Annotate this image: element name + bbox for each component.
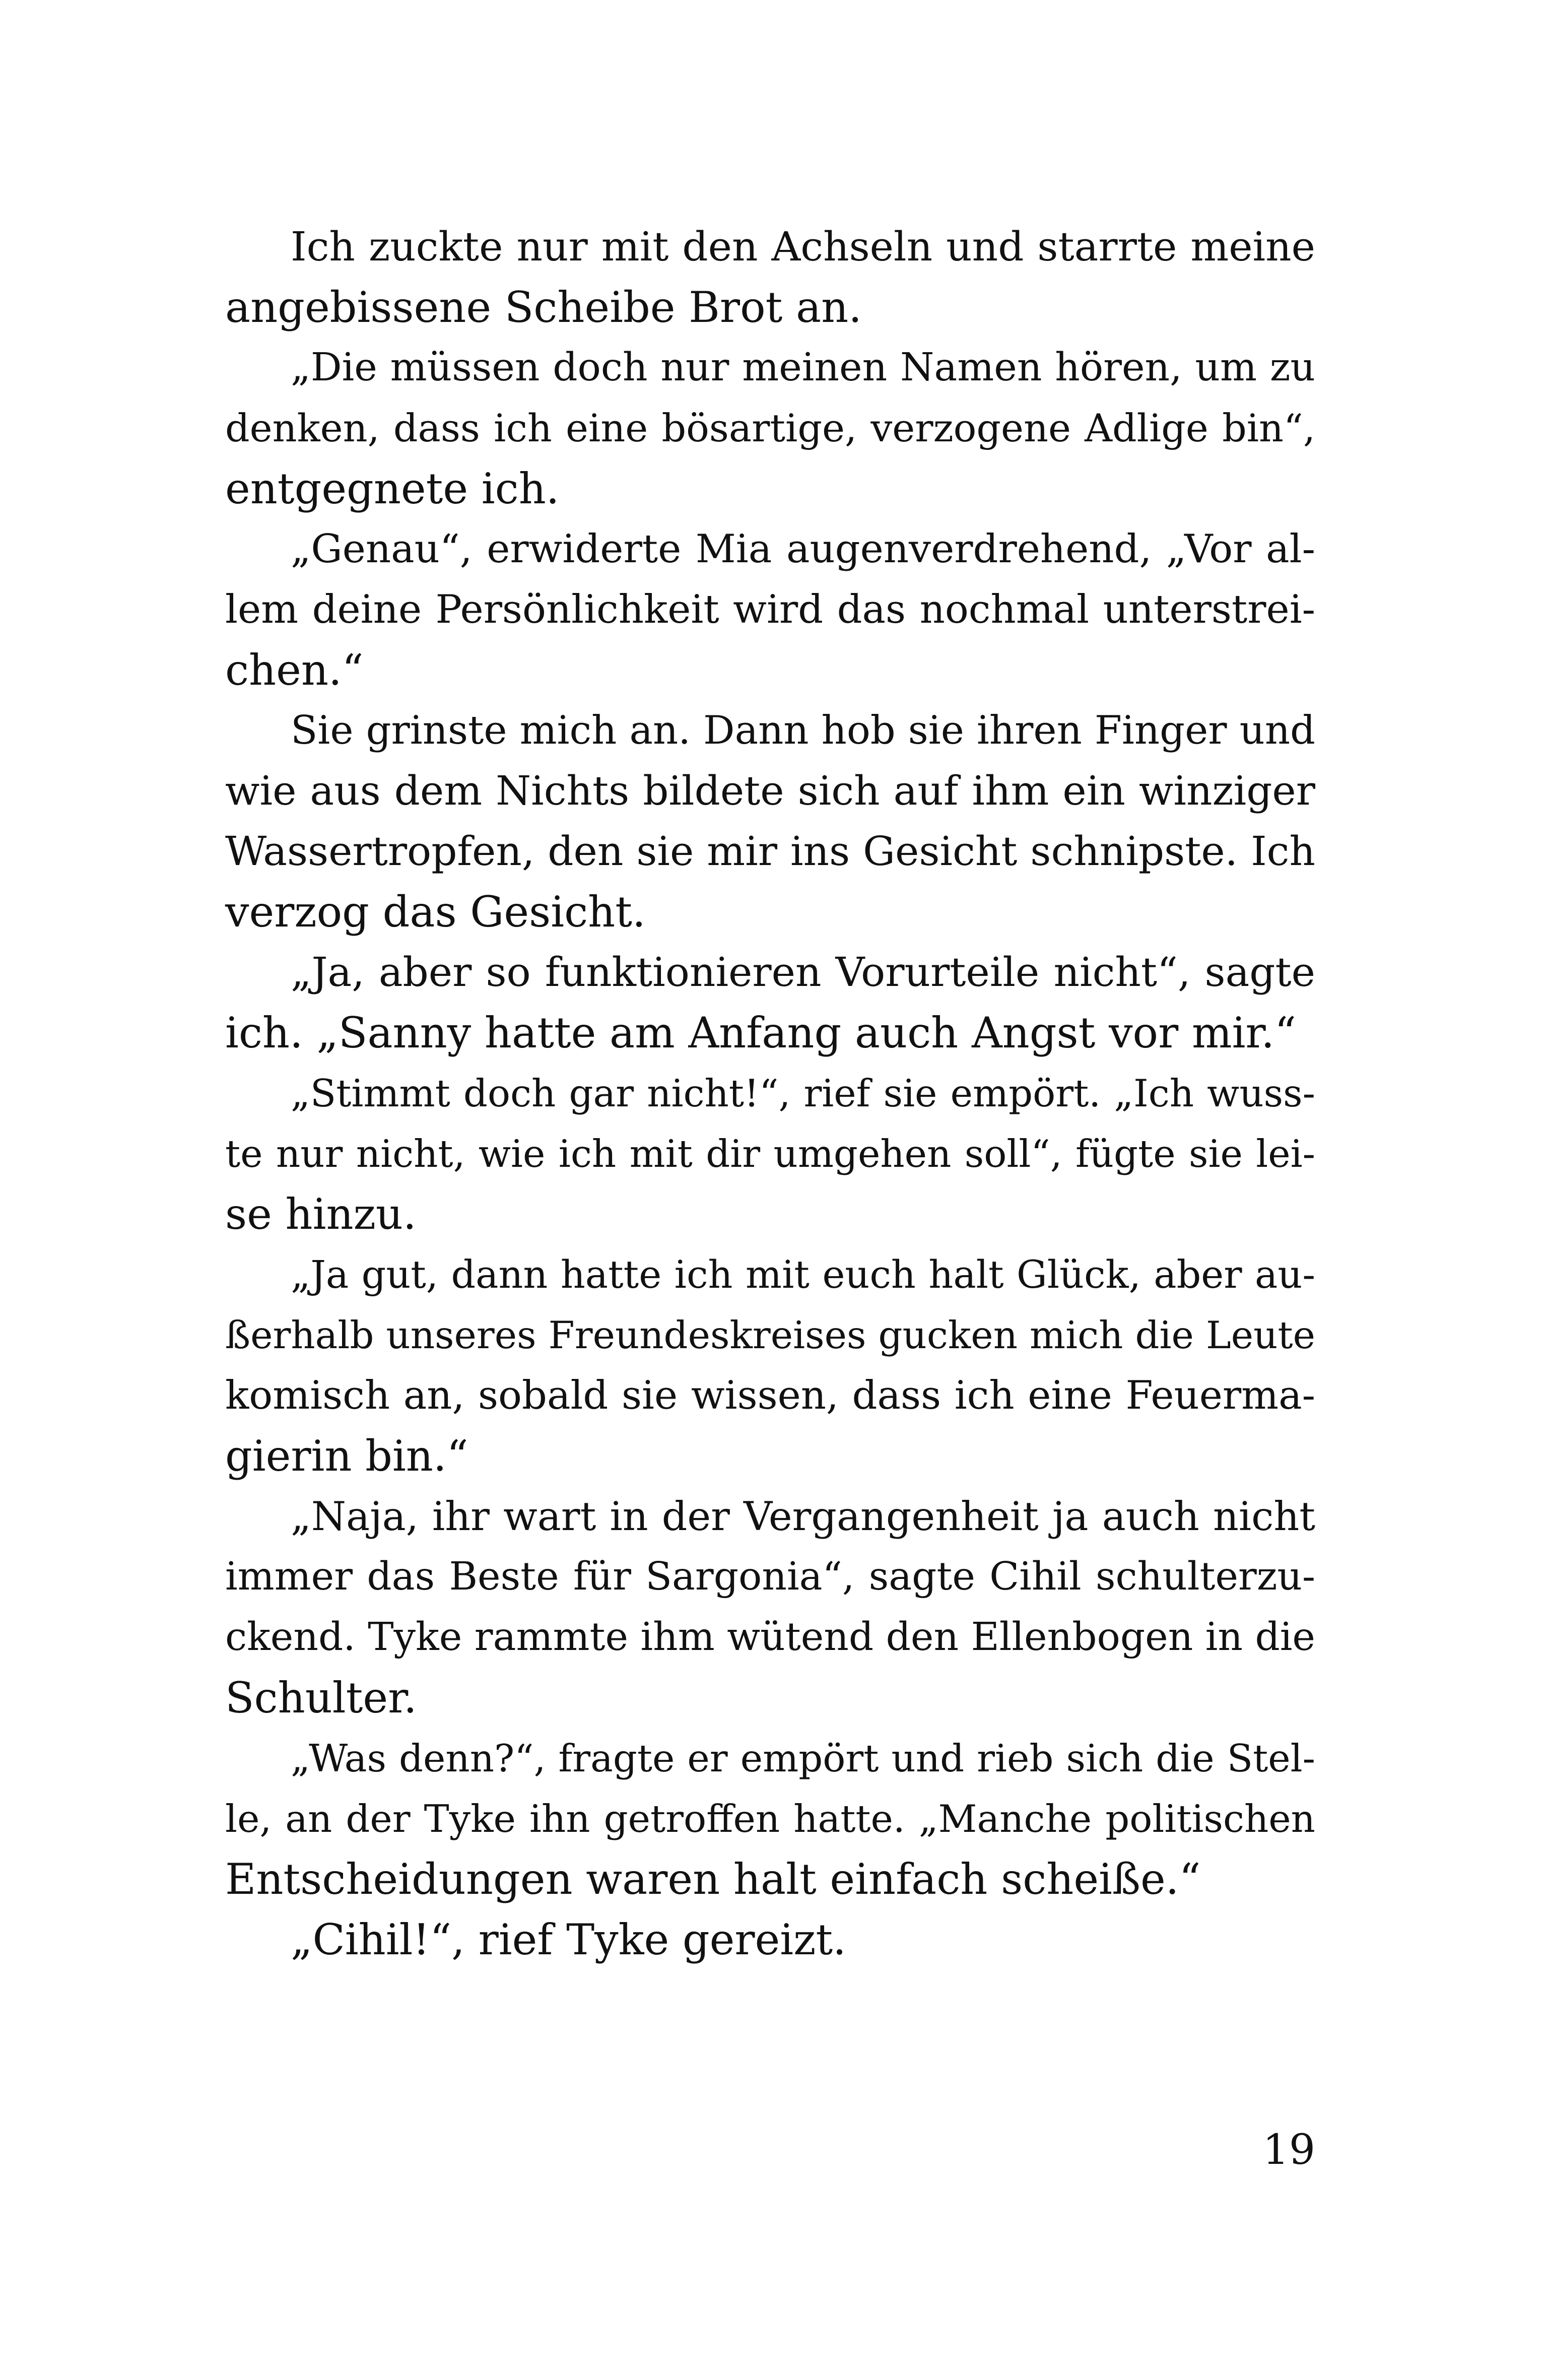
text-line: te nur nicht, wie ich mit dir umgehen soll“, fügte sie lei- <box>225 1132 1315 1176</box>
text-line: immer das Beste für Sargonia“, sagte Cihil schulterzu- <box>225 1554 1315 1599</box>
text-line: gierin bin.“ <box>225 1431 468 1481</box>
text-line: lem deine Persönlichkeit wird das nochmal unterstrei- <box>225 587 1315 632</box>
text-line: „Ja gut, dann hatte ich mit euch halt Glück, aber au- <box>291 1252 1315 1297</box>
text-line: „Naja, ihr wart in der Vergangenheit ja auch nicht <box>291 1493 1315 1540</box>
text-line: wie aus dem Nichts bildete sich auf ihm ein winziger <box>225 767 1315 814</box>
text-line: verzog das Gesicht. <box>225 887 646 937</box>
text-line: komisch an, sobald sie wissen, dass ich eine Feuerma- <box>225 1373 1315 1418</box>
text-line: Schulter. <box>225 1673 417 1723</box>
text-line: Ich zuckte nur mit den Achseln und starrte meine <box>291 223 1315 270</box>
text-line: „Die müssen doch nur meinen Namen hören, um zu <box>291 345 1315 390</box>
text-line: ich. „Sanny hatte am Anfang auch Angst vor mir.“ <box>225 1008 1297 1057</box>
text-line: Sie grinste mich an. Dann hob sie ihren Finger und <box>291 708 1315 753</box>
text-line: ßerhalb unseres Freundeskreises gucken mich die Leute <box>225 1313 1315 1357</box>
text-line: entgegnete ich. <box>225 464 560 513</box>
text-line: ckend. Tyke rammte ihm wütend den Ellenbogen in die <box>225 1615 1315 1660</box>
text-line: Wassertropfen, den sie mir ins Gesicht schnipste. Ich <box>225 828 1315 875</box>
text-line: „Stimmt doch gar nicht!“, rief sie empört. „Ich wuss- <box>291 1071 1315 1115</box>
text-line: „Ja, aber so funktionieren Vorurteile nicht“, sagte <box>291 949 1315 996</box>
text-line: „Genau“, erwiderte Mia augenverdrehend, „Vor al- <box>291 526 1315 572</box>
text-line: „Was denn?“, fragte er empört und rieb sich die Stel- <box>291 1736 1315 1780</box>
text-line: „Cihil!“, rief Tyke gereizt. <box>291 1915 846 1964</box>
text-line: angebissene Scheibe Brot an. <box>225 283 862 332</box>
text-line: chen.“ <box>225 645 364 695</box>
page-number: 19 <box>1262 2126 1315 2174</box>
text-line: le, an der Tyke ihn getroffen hatte. „Manche politischen <box>225 1797 1315 1841</box>
text-line: se hinzu. <box>225 1189 417 1239</box>
text-line: Entscheidungen waren halt einfach scheiße.“ <box>225 1855 1201 1904</box>
text-line: denken, dass ich eine bösartige, verzogene Adlige bin“, <box>225 406 1315 450</box>
